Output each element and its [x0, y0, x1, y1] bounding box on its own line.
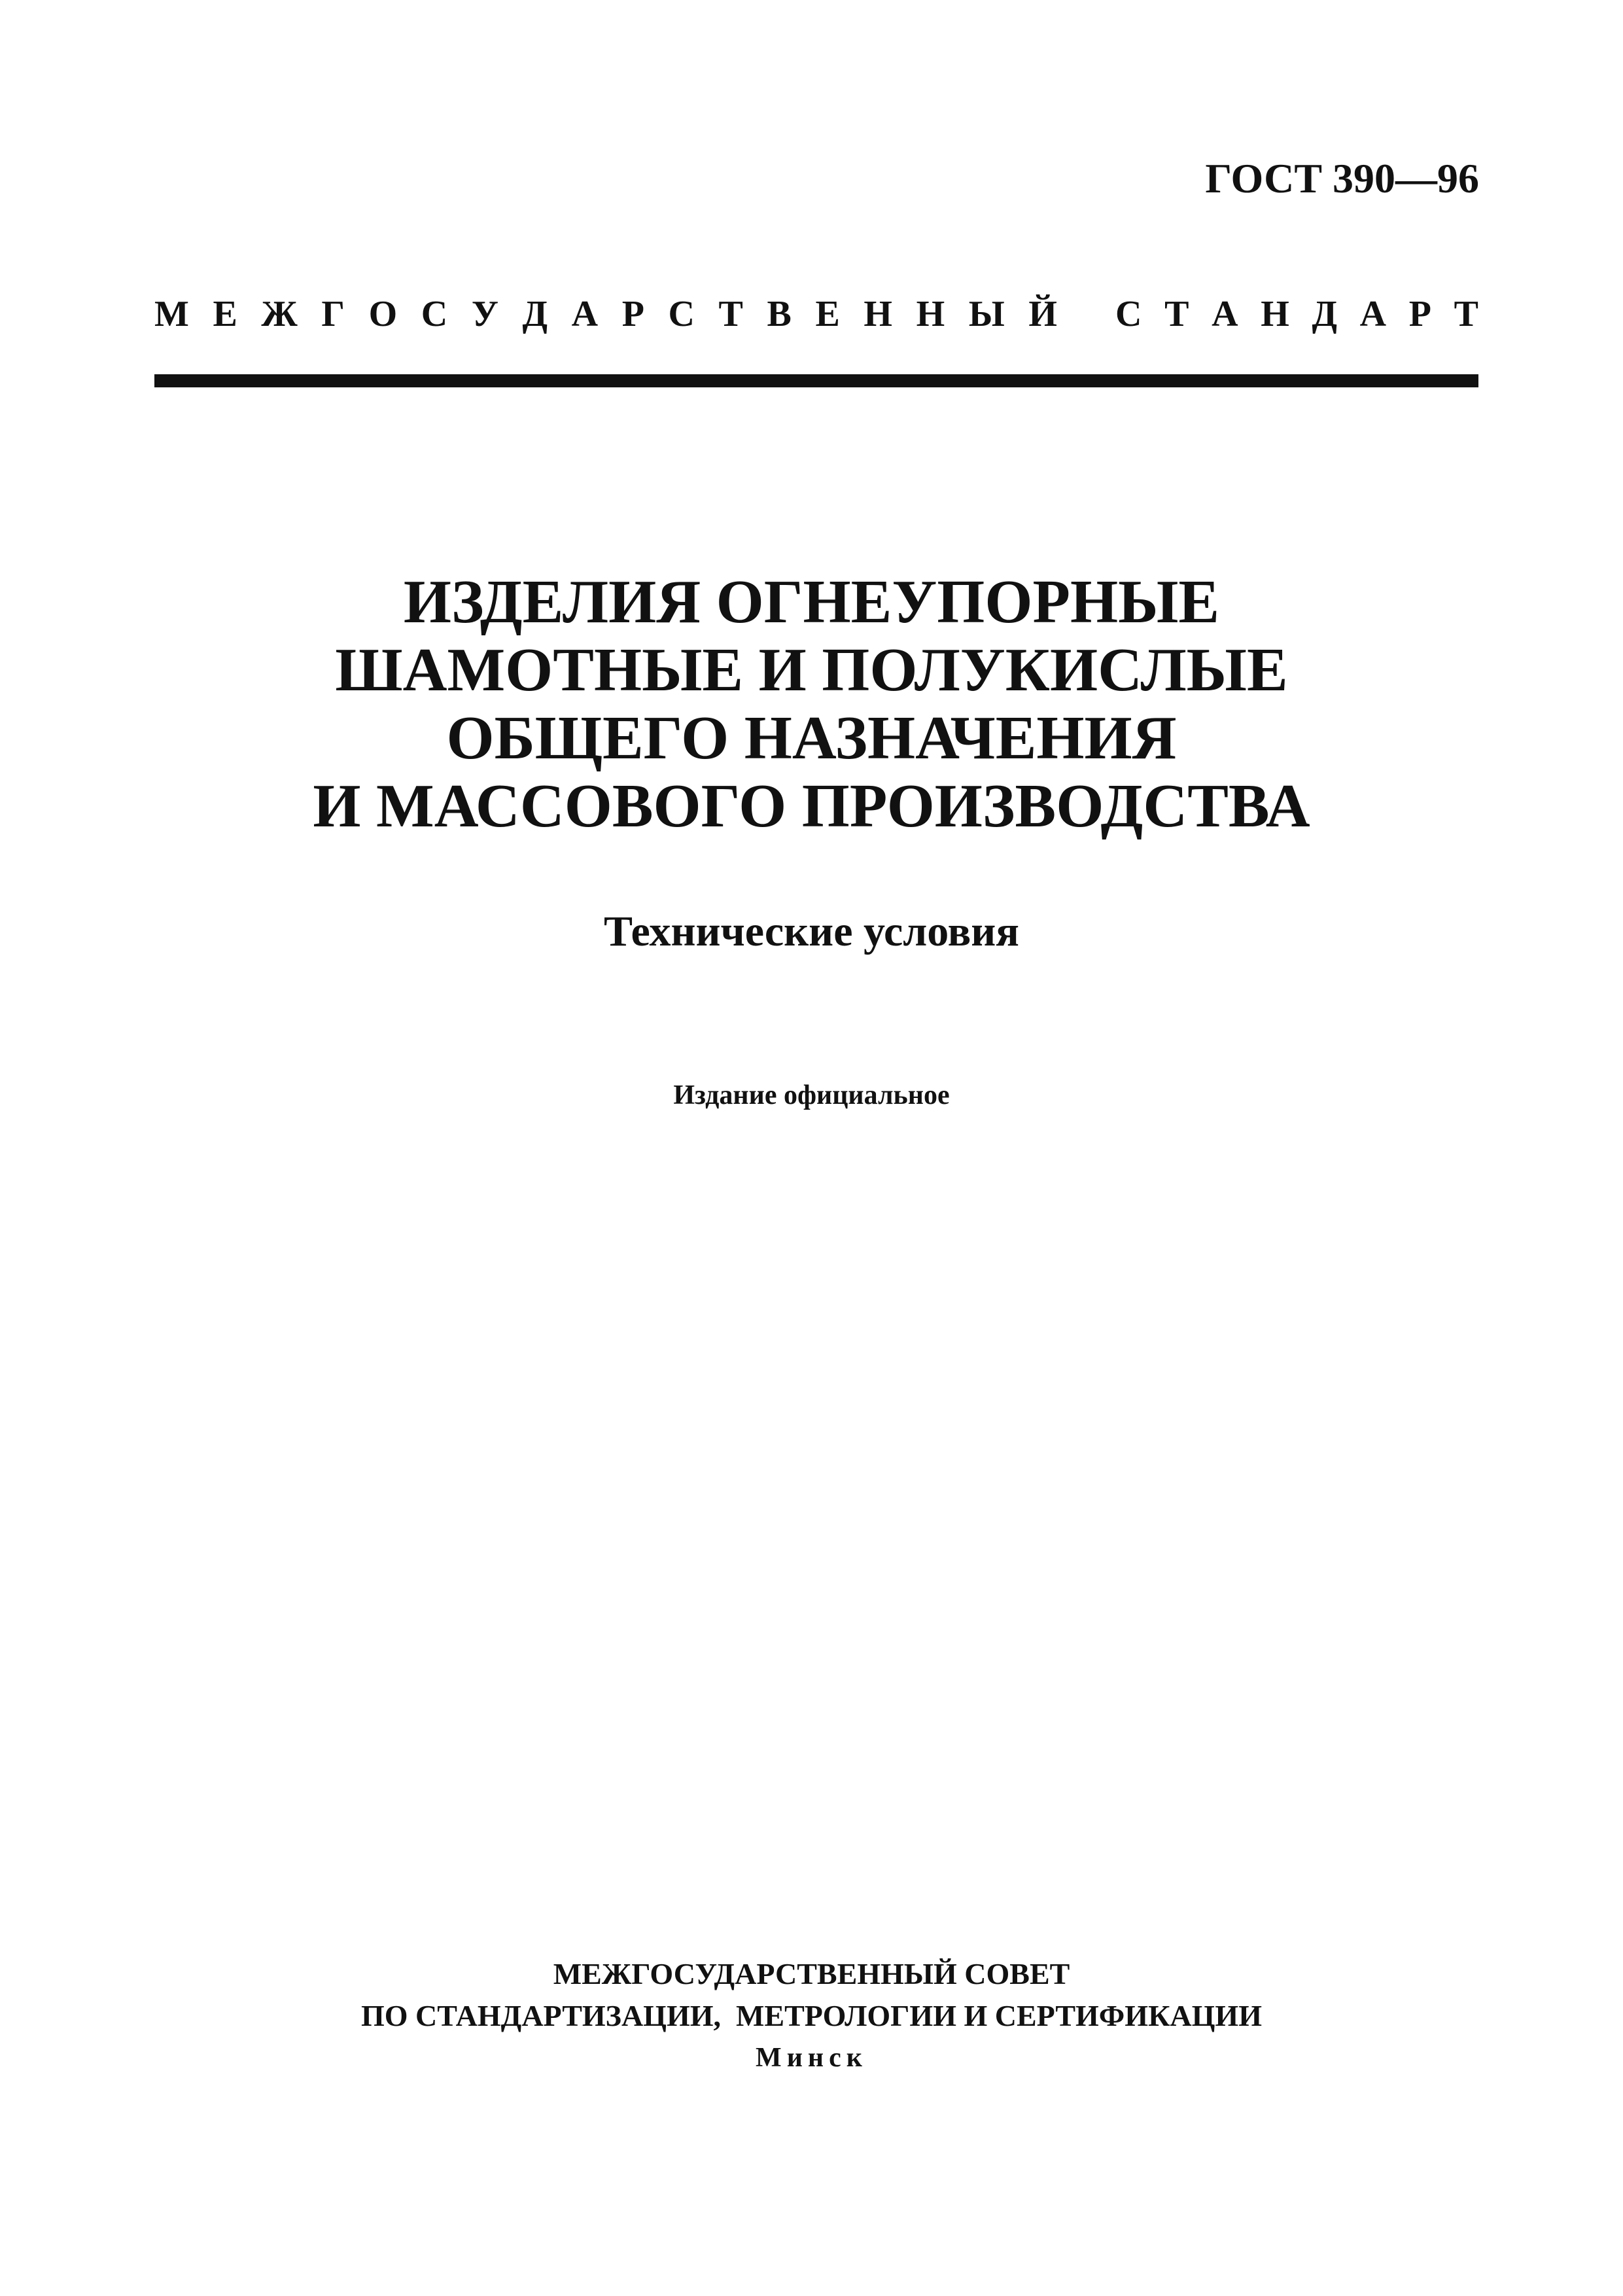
spaced-letter: Т: [1164, 294, 1189, 334]
document-number: ГОСТ 390—96: [1205, 155, 1479, 202]
document-title: [0, 568, 1623, 840]
spaced-letter: М: [154, 294, 189, 334]
document-subtitle: Технические условия: [603, 908, 1020, 955]
spaced-letter: Н: [864, 294, 892, 334]
publisher-line: ПО СТАНДАРТИЗАЦИИ, МЕТРОЛОГИИ И СЕРТИФИКАЦИИ: [361, 1999, 1262, 2032]
spaced-letter: В: [767, 294, 792, 334]
title-line: ОБЩЕГО НАЗНАЧЕНИЯ: [446, 704, 1177, 772]
publisher-city: Минск: [756, 2043, 867, 2073]
spaced-letter: Р: [1408, 294, 1431, 334]
spaced-letter: Р: [621, 294, 644, 334]
edition-note: Издание официальное: [673, 1080, 950, 1110]
spaced-letter: Д: [522, 294, 548, 334]
spaced-letter: О: [368, 294, 398, 334]
spaced-letter: С: [668, 294, 695, 334]
spaced-letter: Д: [1312, 294, 1337, 334]
spaced-letter: А: [1212, 294, 1238, 334]
spaced-letter: Т: [1454, 294, 1478, 334]
publisher-line: МЕЖГОСУДАРСТВЕННЫЙ СОВЕТ: [553, 1957, 1070, 1990]
spaced-letter: Е: [213, 294, 237, 334]
spaced-letter: Е: [815, 294, 840, 334]
spaced-letter: С: [421, 294, 448, 334]
spaced-letter: Н: [1261, 294, 1289, 334]
standard-type-word-standard: [1115, 293, 1478, 335]
spaced-letter: А: [571, 294, 599, 334]
standard-type-word-interstate: [154, 293, 1057, 335]
spaced-letter: Й: [1028, 294, 1057, 334]
title-line: ИЗДЕЛИЯ ОГНЕУПОРНЫЕ: [403, 568, 1220, 636]
spaced-letter: Ж: [261, 294, 298, 334]
spaced-letter: Г: [321, 294, 345, 334]
spaced-letter: Ы: [968, 294, 1005, 334]
spaced-letter: У: [471, 294, 498, 334]
spaced-letter: Н: [916, 294, 945, 334]
spaced-letter: А: [1359, 294, 1387, 334]
heading-divider: [154, 374, 1478, 387]
spaced-letter: Т: [718, 294, 743, 334]
spaced-letter: С: [1115, 294, 1142, 334]
title-line: ШАМОТНЫЕ И ПОЛУКИСЛЫЕ: [335, 636, 1288, 704]
publisher-block: [0, 1953, 1623, 2079]
title-line: И МАССОВОГО ПРОИЗВОДСТВА: [313, 772, 1310, 840]
standard-type-heading: [154, 293, 1478, 335]
